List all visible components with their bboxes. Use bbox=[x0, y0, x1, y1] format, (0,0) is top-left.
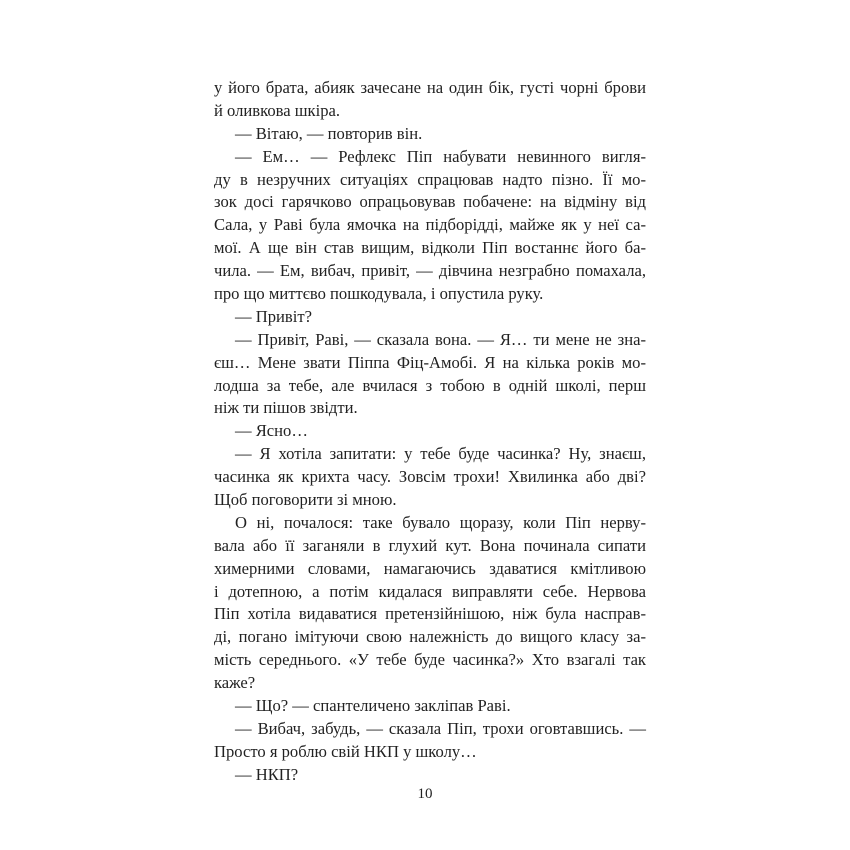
text-line: — Вітаю, — повторив він. bbox=[235, 123, 423, 143]
text-line: й оливкова шкіра. bbox=[214, 100, 341, 120]
text-line: О ні, почалося: таке бувало щоразу, коли Піп нерву- bbox=[235, 512, 646, 532]
page-number: 10 bbox=[417, 786, 433, 802]
text-line: химерними словами, намагаючись здаватися кмітливою bbox=[214, 558, 646, 578]
text-line: — Що? — спантеличено закліпав Раві. bbox=[235, 696, 511, 716]
text-line: мої. А ще він став вищим, відколи Піп востаннє його ба- bbox=[214, 238, 646, 258]
text-line: вала або її заганяли в глухий кут. Вона починала сипати bbox=[214, 535, 646, 555]
text-line: ді, погано імітуючи свою належність до вищого класу за- bbox=[214, 627, 646, 647]
text-line: Сала, у Раві була ямочка на підборідді, майже як у неї са- bbox=[214, 215, 646, 235]
body-text bbox=[214, 77, 646, 787]
text-line: ніж ти пішов звідти. bbox=[214, 398, 358, 418]
text-line: мість середнього. «У тебе буде часинка?» Хто взагалі так bbox=[214, 650, 646, 670]
text-line: і дотепною, а потім кидалася виправляти себе. Нервова bbox=[214, 581, 646, 601]
text-line: чила. — Ем, вибач, привіт, — дівчина незграбно помахала, bbox=[214, 261, 646, 281]
text-line: ду в незручних ситуаціях спрацював надто пізно. Її мо- bbox=[214, 169, 646, 189]
text-line: каже? bbox=[214, 673, 256, 693]
text-line: лодша за тебе, але вчилася з тобою в одній школі, перш bbox=[214, 375, 646, 395]
text-line: — Ясно… bbox=[235, 421, 308, 441]
text-line: — Привіт, Раві, — сказала вона. — Я… ти мене не зна- bbox=[235, 329, 646, 349]
text-line: часинка як крихта часу. Зовсім трохи! Хвилинка або дві? bbox=[214, 467, 646, 487]
text-line: єш… Мене звати Піппа Фіц-Амобі. Я на кілька років мо- bbox=[214, 352, 646, 372]
text-line: зок досі гарячково опрацьовував побачене: на відміну від bbox=[214, 192, 646, 212]
text-line: у його брата, абияк зачесане на один бік, густі чорні брови bbox=[214, 78, 646, 97]
text-line: Щоб поговорити зі мною. bbox=[214, 490, 397, 510]
text-line: про що миттєво пошкодувала, і опустила руку. bbox=[214, 284, 544, 304]
text-line: — НКП? bbox=[235, 764, 299, 784]
text-line: — Ем… — Рефлекс Піп набувати невинного вигля- bbox=[235, 146, 646, 166]
text-line: Просто я роблю свій НКП у школу… bbox=[214, 741, 477, 761]
text-line: — Я хотіла запитати: у тебе буде часинка? Ну, знаєш, bbox=[235, 444, 646, 464]
text-line: — Вибач, забудь, — сказала Піп, трохи оговтавшись. — bbox=[235, 718, 646, 738]
text-line: — Привіт? bbox=[235, 306, 312, 326]
text-line: Піп хотіла видаватися претензійнішою, ніж була насправ- bbox=[214, 604, 646, 624]
